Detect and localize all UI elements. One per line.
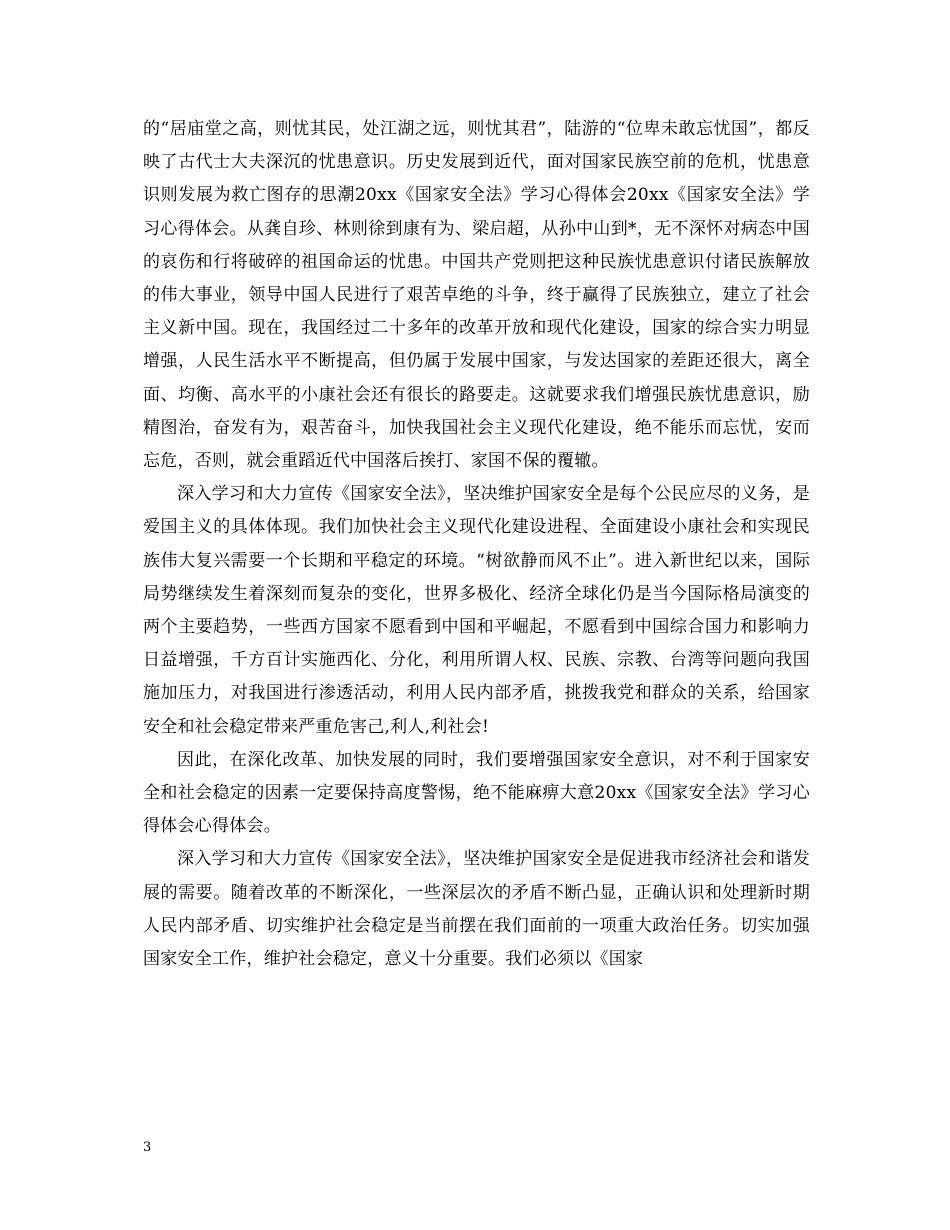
paragraph-1: 的“居庙堂之高，则忧其民，处江湖之远，则忧其君”，陆游的“位卑未敢忘忧国”，都反映了古代士大夫深沉的忧患意识。历史发展到近代，面对国家民族空前的危机，忧患意识则发展为救亡图存的思潮20xx《国家安全法》学习心得体会20xx《国家安全法》学习心得体会。从龚自珍、林则徐到康有为、梁启超，从孙中山到*，无不深怀对病态中国的哀伤和行将破碎的祖国命运的忧患。中国共产党则把这种民族忧患意识付诸民族解放的伟大事业，领导中国人民进行了艰苦卓绝的斗争，终于赢得了民族独立，建立了社会主义新中国。现在，我国经过二十多年的改革开放和现代化建设，国家的综合实力明显增强，人民生活水平不断提高，但仍属于发展中国家，与发达国家的差距还很大，离全面、均衡、高水平的小康社会还有很长的路要走。这就要求我们增强民族忧患意识，励精图治，奋发有为，艰苦奋斗，加快我国社会主义现代化建设，绝不能乐而忘忧，安而忘危，否则，就会重蹈近代中国落后挨打、家国不保的覆辙。 bbox=[143, 119, 810, 472]
paragraph-2: 深入学习和大力宣传《国家安全法》，坚决维护国家安全是每个公民应尽的义务，是爱国主义的具体体现。我们加快社会主义现代化建设进程、全面建设小康社会和实现民族伟大复兴需要一个长期和平稳定的环境。“树欲静而风不止”。进入新世纪以来，国际局势继续发生着深刻而复杂的变化，世界多极化、经济全球化仍是当今国际格局演变的两个主要趋势，一些西方国家不愿看到中国和平崛起，不愿看到中国综合国力和影响力日益增强，千方百计实施西化、分化，利用所谓人权、民族、宗教、台湾等问题向我国施加压力，对我国进行渗透活动，利用人民内部矛盾，挑拨我党和群众的关系，给国家安全和社会稳定带来严重危害己,利人,利社会! bbox=[143, 484, 810, 737]
paragraph-3: 因此，在深化改革、加快发展的同时，我们要增强国家安全意识，对不利于国家安全和社会稳定的因素一定要保持高度警惕，绝不能麻痹大意20xx《国家安全法》学习心得体会心得体会。 bbox=[143, 749, 810, 837]
document-body bbox=[143, 113, 810, 976]
page-number: 3 bbox=[143, 1140, 152, 1155]
paragraph-4: 深入学习和大力宣传《国家安全法》，坚决维护国家安全是促进我市经济社会和谐发展的需要。随着改革的不断深化，一些深层次的矛盾不断凸显，正确认识和处理新时期人民内部矛盾、切实维护社会稳定是当前摆在我们面前的一项重大政治任务。切实加强国家安全工作，维护社会稳定，意义十分重要。我们必须以《国家 bbox=[143, 849, 810, 970]
